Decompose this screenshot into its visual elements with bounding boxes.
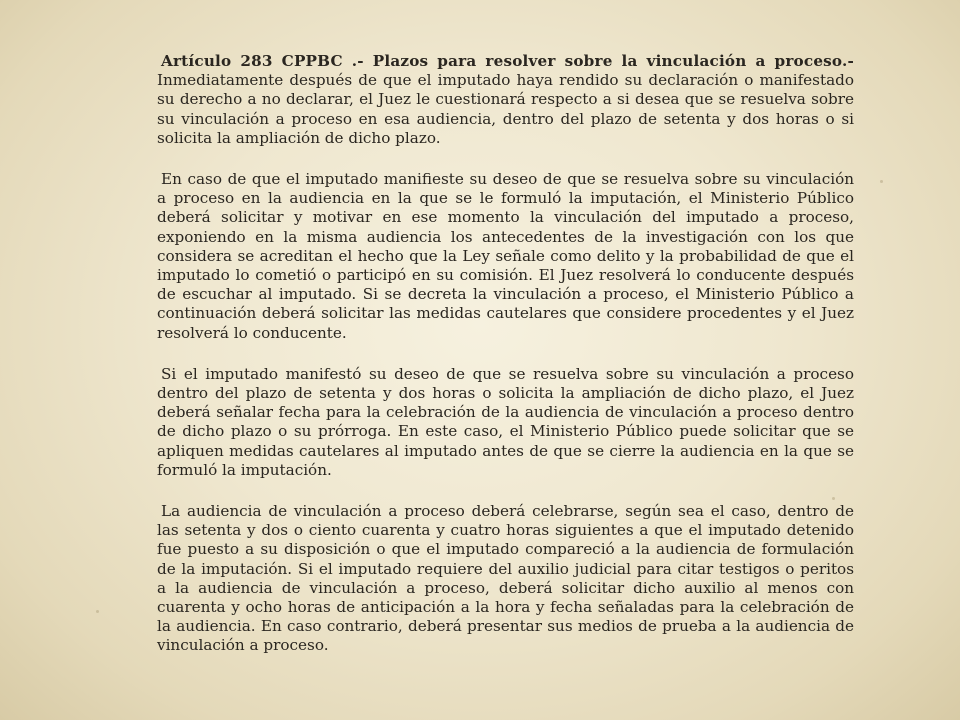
- paragraph-2: En caso de que el imputado manifieste su deseo de que se resuelva sobre su vinculación a proceso en la audiencia en la que se le formuló la imputación, el Ministerio Público deberá solicitar y motivar en ese momento la vinculación del imputado a proceso, exponiendo en la misma audiencia los antecedentes de la investigación con los que considera se acreditan el hecho que la Ley señale como delito y la probabilidad de que el imputado lo cometió o participó en su comisión. El Juez resolverá lo conducente después de escuchar al imputado. Si se decreta la vinculación a proceso, el Ministerio Público a continuación deberá solicitar las medidas cautelares que considere procedentes y el Juez resolverá lo conducente.: [157, 170, 854, 342]
- article-body: [157, 52, 854, 678]
- paragraph-3: Si el imputado manifestó su deseo de que se resuelva sobre su vinculación a proceso dentro del plazo de setenta y dos horas o solicita la ampliación de dicho plazo, el Juez deberá señalar fecha para la celebración de la audiencia de vinculación a proceso dentro de dicho plazo o su prórroga. En este caso, el Ministerio Público puede solicitar que se apliquen medidas cautelares al imputado antes de que se cierre la audiencia en la que se formuló la imputación.: [157, 364, 854, 479]
- paper-speck: [832, 497, 835, 500]
- paper-speck: [880, 180, 883, 183]
- paragraph-4: La audiencia de vinculación a proceso deberá celebrarse, según sea el caso, dentro de las setenta y dos o ciento cuarenta y cuatro horas siguientes a que el imputado detenido fue puesto a su disposición o que el imputado compareció a la audiencia de formulación de la imputación. Si el imputado requiere del auxilio judicial para citar testigos o peritos a la audiencia de vinculación a proceso, deberá solicitar dicho auxilio al menos con cuarenta y ocho horas de anticipación a la hora y fecha señaladas para la celebración de la audiencia. En caso contrario, deberá presentar sus medios de prueba a la audiencia de vinculación a proceso.: [157, 502, 854, 655]
- paragraph-1: [157, 52, 854, 148]
- article-heading: Artículo 283 CPPBC .- Plazos para resolver sobre la vinculación a proceso.-: [161, 52, 854, 70]
- paragraph-1-text: Inmediatamente después de que el imputado haya rendido su declaración o manifestado su derecho a no declarar, el Juez le cuestionará respecto a si desea que se resuelva sobre su vinculación a proceso en esa audiencia, dentro del plazo de setenta y dos horas o si solicita la ampliación de dicho plazo.: [157, 71, 854, 147]
- paper-speck: [96, 610, 99, 613]
